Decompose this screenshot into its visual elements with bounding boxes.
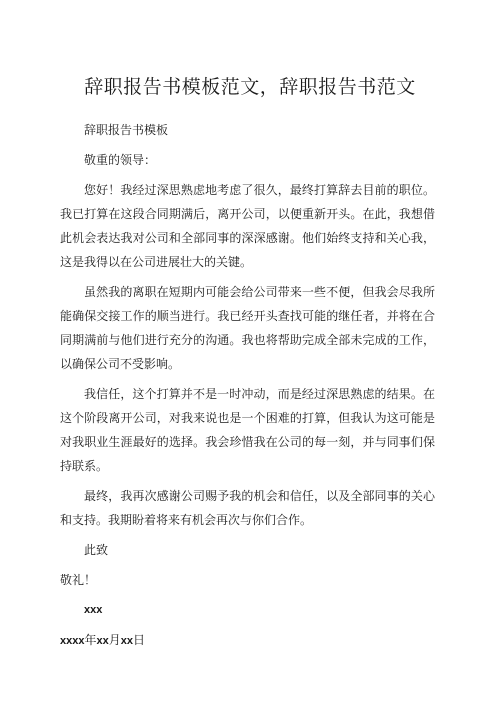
date-month: xx bbox=[96, 635, 109, 647]
document-body bbox=[60, 118, 435, 653]
date-line bbox=[60, 628, 435, 653]
document-title: 辞职报告书模板范文，辞职报告书范文 bbox=[84, 76, 416, 98]
date-month-char: 月 bbox=[108, 633, 121, 647]
date-year-char: 年 bbox=[84, 633, 97, 647]
paragraph-1: 您好！我经过深思熟虑地考虑了很久，最终打算辞去目前的职位。我已打算在这段合同期满后，离开公司，以便重新开头。在此，我想借此机会表达我对公司和全部同事的深深感谢。他们始终支持和关心我，这是我得以在公司进展壮大的关键。 bbox=[60, 183, 435, 269]
paragraph-3: 我信任，这个打算并不是一时冲动，而是经过深思熟虑的结果。在这个阶段离开公司，对我来说也是一个困难的打算，但我认为这可能是对我职业生涯最好的选择。我会珍惜我在公司的每一刻，并与同事们保持联系。 bbox=[60, 387, 435, 473]
signer-name: xxx bbox=[84, 604, 103, 616]
paragraph-2: 虽然我的离职在短期内可能会给公司带来一些不便，但我会尽我所能确保交接工作的顺当进行。我已经开头查找可能的继任者，并将在合同期满前与他们进行充分的沟通。我也将帮助完成全部未完成的工作，以确保公司不受影响。 bbox=[60, 285, 435, 371]
date-year: xxxx bbox=[60, 635, 85, 647]
closing-line-1: 此致 bbox=[84, 543, 109, 557]
paragraph-4: 最终，我再次感谢公司赐予我的机会和信任，以及全部同事的关心和支持。我期盼着将来有机会再次与你们合作。 bbox=[60, 489, 435, 527]
document-subtitle: 辞职报告书模板 bbox=[84, 123, 169, 137]
date-day: xx bbox=[120, 635, 134, 647]
closing-line-2: 敬礼！ bbox=[60, 573, 97, 587]
salutation: 敬重的领导： bbox=[84, 153, 157, 167]
date-day-char: 日 bbox=[133, 633, 146, 647]
